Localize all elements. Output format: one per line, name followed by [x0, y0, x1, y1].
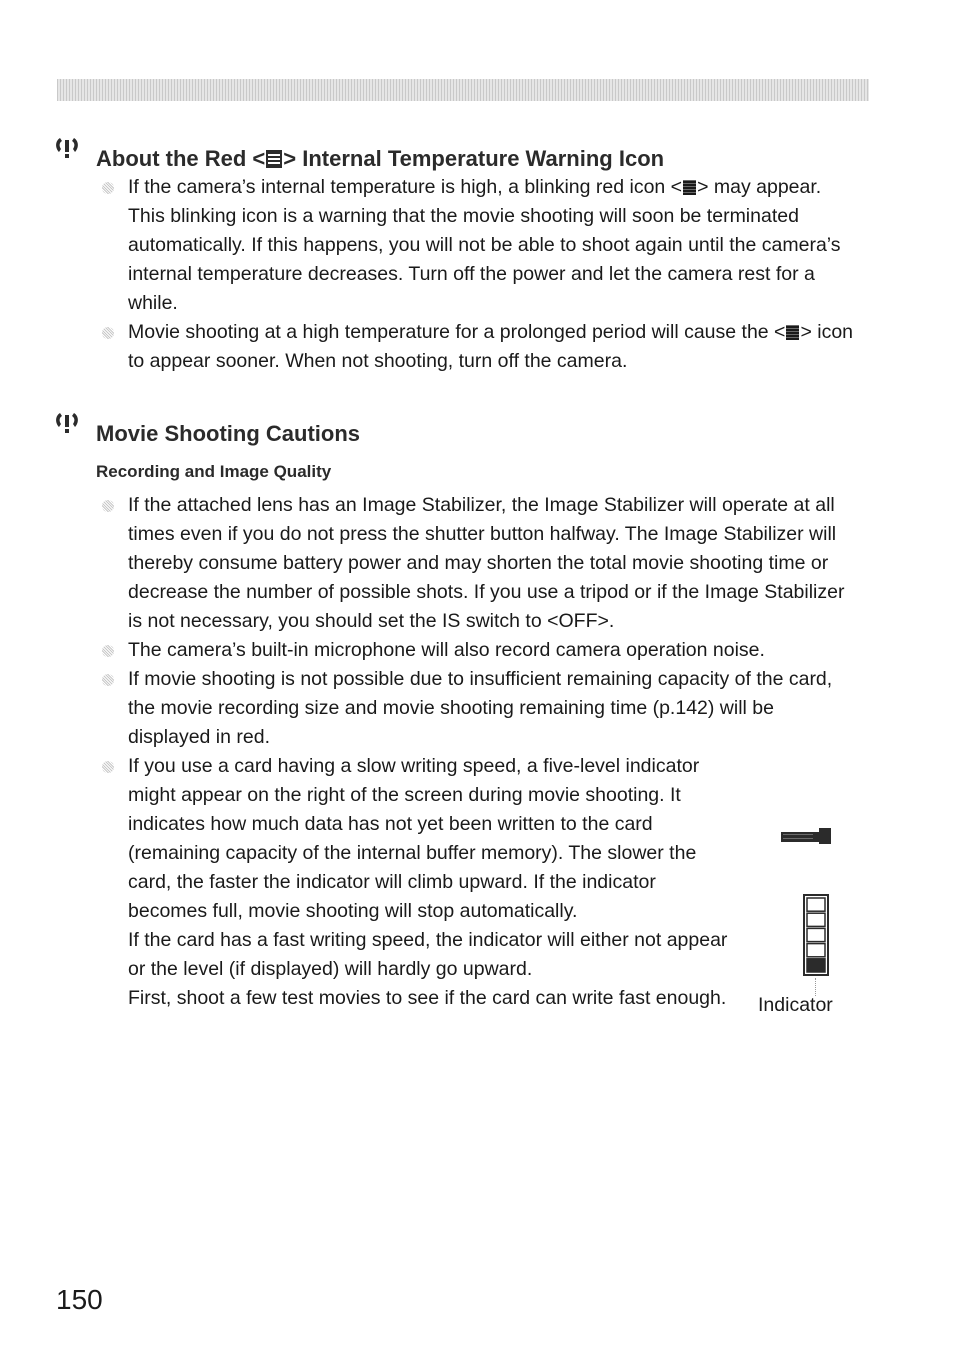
card-indicator-icon — [781, 828, 831, 848]
bullet-text: > may appear. This blinking icon is a warning that the movie shooting will soon be terminated automatically. If this happens, you will not be able to shoot again until the camera’s internal temperature decreases. Turn off the power and let the camera rest for a while. — [128, 176, 841, 314]
subheading-recording-quality: Recording and Image Quality — [96, 462, 332, 481]
bullet-text: > icon to appear sooner. When not shooting, turn off the camera. — [128, 321, 854, 372]
page-number: 150 — [56, 1284, 103, 1315]
indicator-level-cell — [807, 913, 825, 926]
title-text-after: > Internal Temperature Warning Icon — [283, 146, 665, 171]
list-item — [98, 636, 858, 665]
title-text-before: About the Red < — [96, 146, 266, 171]
bullet-text: If the camera’s internal temperature is high, a blinking red icon < — [128, 176, 683, 198]
bullet-icon — [102, 645, 114, 657]
indicator-level-cell — [807, 944, 825, 957]
temperature-bullets — [98, 173, 858, 376]
bullet-icon — [102, 500, 114, 512]
indicator-level-cell — [807, 898, 825, 911]
section-title-cautions: Movie Shooting Cautions — [96, 421, 360, 446]
indicator-level-cell — [807, 928, 825, 941]
bullet-icon — [102, 182, 114, 194]
bullet-text: First, shoot a few test movies to see if the card can write fast enough. — [128, 987, 727, 1009]
indicator-label: Indicator — [758, 994, 833, 1016]
caution-icon — [54, 411, 80, 437]
bullet-icon — [102, 674, 114, 686]
bullet-icon — [102, 327, 114, 339]
section-title-temperature — [96, 146, 664, 172]
bullet-text: If the attached lens has an Image Stabilizer, the Image Stabilizer will operate at all times even if you do not press the shutter button halfway. The Image Stabilizer will thereby consume battery power and may shorten the total movie shooting time or decrease the number of possible shots. If you use a tripod or if the Image Stabilizer is not necessary, you should set the IS switch to <OFF>. — [128, 494, 845, 632]
bullet-text: The camera’s built-in microphone will also record camera operation noise. — [128, 639, 765, 661]
list-item — [98, 318, 858, 376]
indicator-level-cell — [807, 959, 825, 972]
bullet-text: If movie shooting is not possible due to insufficient remaining capacity of the card, the movie recording size and movie shooting remaining time (p.142) will be displayed in red. — [128, 668, 833, 748]
bullet-text: If the card has a fast writing speed, the indicator will either not appear or the level (if displayed) will hardly go upward. — [128, 929, 728, 980]
caution-icon — [54, 136, 80, 162]
buffer-level-indicator — [803, 894, 829, 976]
bullet-icon — [102, 761, 114, 773]
header-bar — [57, 79, 869, 101]
temperature-warning-icon — [266, 150, 282, 168]
list-item — [98, 752, 858, 1013]
temperature-warning-icon — [683, 180, 696, 195]
bullet-text: Movie shooting at a high temperature for a prolonged period will cause the < — [128, 321, 786, 343]
list-item — [98, 491, 858, 636]
cautions-bullets — [98, 491, 858, 1013]
bullet-text: If you use a card having a slow writing speed, a five-level indicator might appear on the right of the screen during movie shooting. It indicates how much data has not yet been written to the card (remaining capacity of the internal buffer memory). The slower the card, the faster the indicator will climb upward. If the indicator becomes full, movie shooting will stop automatically. — [128, 755, 700, 922]
temperature-warning-icon — [786, 325, 799, 340]
indicator-figure — [752, 822, 848, 1022]
list-item — [98, 173, 858, 318]
list-item — [98, 665, 858, 752]
